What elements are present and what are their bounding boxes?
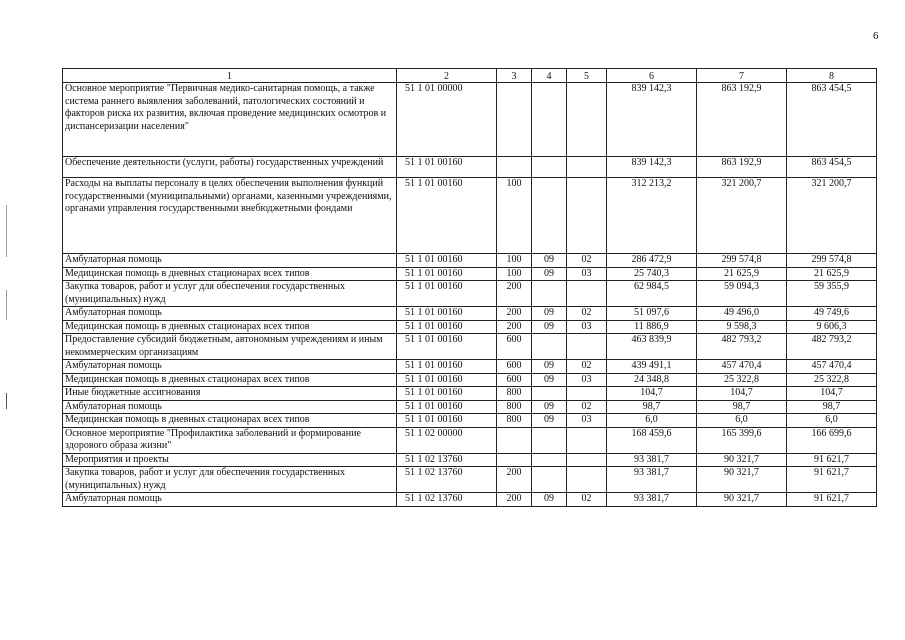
cell-amount-col7: 9 598,3 (697, 320, 787, 334)
cell-amount-col7: 90 321,7 (697, 467, 787, 493)
cell-name: Амбулаторная помощь (63, 400, 397, 414)
cell-expense-type: 800 (497, 414, 532, 428)
cell-amount-col7: 165 399,6 (697, 427, 787, 453)
cell-amount-col7: 59 094,3 (697, 281, 787, 307)
cell-section (532, 83, 567, 157)
cell-amount-col6: 25 740,3 (607, 267, 697, 281)
col-header-2: 2 (397, 69, 497, 83)
cell-section: 09 (532, 267, 567, 281)
cell-section: 09 (532, 254, 567, 268)
cell-section (532, 467, 567, 493)
cell-amount-col6: 286 472,9 (607, 254, 697, 268)
cell-subsection: 03 (567, 267, 607, 281)
cell-amount-col8: 482 793,2 (787, 334, 877, 360)
cell-target-code: 51 1 01 00160 (397, 157, 497, 178)
cell-subsection: 02 (567, 307, 607, 321)
cell-section (532, 427, 567, 453)
cell-section: 09 (532, 414, 567, 428)
cell-section (532, 387, 567, 401)
cell-amount-col6: 11 886,9 (607, 320, 697, 334)
page-number: 6 (873, 30, 879, 42)
cell-amount-col8: 166 699,6 (787, 427, 877, 453)
cell-expense-type: 200 (497, 493, 532, 507)
cell-section: 09 (532, 373, 567, 387)
cell-amount-col7: 321 200,7 (697, 178, 787, 254)
table-row (63, 281, 877, 307)
cell-section: 09 (532, 493, 567, 507)
cell-amount-col8: 299 574,8 (787, 254, 877, 268)
col-header-6: 6 (607, 69, 697, 83)
cell-subsection (567, 387, 607, 401)
cell-amount-col7: 6,0 (697, 414, 787, 428)
cell-name: Медицинская помощь в дневных стационарах всех типов (63, 320, 397, 334)
cell-subsection: 02 (567, 254, 607, 268)
cell-name: Обеспечение деятельности (услуги, работы) государственных учреждений (63, 157, 397, 178)
cell-subsection: 03 (567, 373, 607, 387)
cell-amount-col6: 312 213,2 (607, 178, 697, 254)
cell-subsection: 03 (567, 414, 607, 428)
cell-section (532, 334, 567, 360)
cell-target-code: 51 1 02 00000 (397, 427, 497, 453)
cell-target-code: 51 1 01 00160 (397, 178, 497, 254)
budget-table (62, 68, 877, 507)
cell-amount-col6: 6,0 (607, 414, 697, 428)
cell-expense-type: 100 (497, 178, 532, 254)
cell-target-code: 51 1 02 13760 (397, 493, 497, 507)
cell-subsection (567, 157, 607, 178)
table-row (63, 267, 877, 281)
cell-amount-col8: 321 200,7 (787, 178, 877, 254)
cell-expense-type: 200 (497, 281, 532, 307)
cell-amount-col6: 93 381,7 (607, 467, 697, 493)
cell-subsection: 03 (567, 320, 607, 334)
cell-amount-col6: 93 381,7 (607, 493, 697, 507)
cell-amount-col8: 457 470,4 (787, 360, 877, 374)
cell-expense-type: 600 (497, 373, 532, 387)
cell-expense-type (497, 83, 532, 157)
cell-amount-col7: 21 625,9 (697, 267, 787, 281)
cell-name: Основное мероприятие "Первичная медико-санитарная помощь, а также система раннего выявления заболеваний, патологических состояний и факторов риска их развития, включая проведение медицинских осмотров и диспансеризации населения" (63, 83, 397, 157)
cell-section (532, 157, 567, 178)
cell-subsection: 02 (567, 493, 607, 507)
table-row (63, 427, 877, 453)
cell-expense-type (497, 453, 532, 467)
cell-expense-type: 800 (497, 387, 532, 401)
cell-section (532, 281, 567, 307)
cell-name: Закупка товаров, работ и услуг для обеспечения государственных (муниципальных) нужд (63, 467, 397, 493)
cell-subsection: 02 (567, 400, 607, 414)
cell-name: Мероприятия и проекты (63, 453, 397, 467)
cell-amount-col7: 25 322,8 (697, 373, 787, 387)
cell-section: 09 (532, 307, 567, 321)
cell-amount-col8: 98,7 (787, 400, 877, 414)
table-body (63, 69, 877, 507)
cell-amount-col8: 21 625,9 (787, 267, 877, 281)
table-row (63, 414, 877, 428)
table-row (63, 373, 877, 387)
cell-amount-col8: 863 454,5 (787, 157, 877, 178)
cell-name: Амбулаторная помощь (63, 307, 397, 321)
scan-mark (6, 205, 7, 257)
table-row (63, 387, 877, 401)
cell-expense-type (497, 427, 532, 453)
cell-target-code: 51 1 01 00160 (397, 414, 497, 428)
cell-amount-col6: 463 839,9 (607, 334, 697, 360)
cell-subsection (567, 334, 607, 360)
cell-amount-col6: 839 142,3 (607, 157, 697, 178)
cell-target-code: 51 1 02 13760 (397, 467, 497, 493)
cell-target-code: 51 1 01 00160 (397, 267, 497, 281)
col-header-5: 5 (567, 69, 607, 83)
cell-name: Медицинская помощь в дневных стационарах всех типов (63, 267, 397, 281)
cell-subsection: 02 (567, 360, 607, 374)
table-row (63, 453, 877, 467)
cell-name: Амбулаторная помощь (63, 254, 397, 268)
cell-subsection (567, 281, 607, 307)
cell-amount-col8: 6,0 (787, 414, 877, 428)
table-row (63, 157, 877, 178)
cell-amount-col7: 482 793,2 (697, 334, 787, 360)
cell-expense-type: 100 (497, 267, 532, 281)
cell-target-code: 51 1 01 00160 (397, 360, 497, 374)
cell-expense-type: 200 (497, 467, 532, 493)
cell-amount-col8: 91 621,7 (787, 453, 877, 467)
cell-amount-col8: 91 621,7 (787, 467, 877, 493)
table-row (63, 400, 877, 414)
cell-name: Иные бюджетные ассигнования (63, 387, 397, 401)
cell-amount-col7: 49 496,0 (697, 307, 787, 321)
cell-amount-col7: 863 192,9 (697, 157, 787, 178)
col-header-4: 4 (532, 69, 567, 83)
cell-amount-col8: 25 322,8 (787, 373, 877, 387)
col-header-8: 8 (787, 69, 877, 83)
table-row (63, 334, 877, 360)
cell-amount-col7: 863 192,9 (697, 83, 787, 157)
cell-amount-col7: 90 321,7 (697, 453, 787, 467)
cell-target-code: 51 1 01 00000 (397, 83, 497, 157)
column-number-header (63, 69, 877, 83)
cell-amount-col6: 93 381,7 (607, 453, 697, 467)
cell-name: Амбулаторная помощь (63, 360, 397, 374)
cell-expense-type: 200 (497, 307, 532, 321)
cell-expense-type (497, 157, 532, 178)
cell-name: Закупка товаров, работ и услуг для обеспечения государственных (муниципальных) нужд (63, 281, 397, 307)
cell-amount-col7: 104,7 (697, 387, 787, 401)
cell-section (532, 178, 567, 254)
col-header-7: 7 (697, 69, 787, 83)
cell-amount-col6: 168 459,6 (607, 427, 697, 453)
cell-amount-col7: 98,7 (697, 400, 787, 414)
cell-amount-col8: 91 621,7 (787, 493, 877, 507)
cell-section (532, 453, 567, 467)
cell-amount-col6: 24 348,8 (607, 373, 697, 387)
cell-target-code: 51 1 02 13760 (397, 453, 497, 467)
cell-name: Расходы на выплаты персоналу в целях обеспечения выполнения функций государственными (муниципальными) органами, казенными учреждениями, органами управления государственными внебюджетными фондами (63, 178, 397, 254)
cell-amount-col8: 104,7 (787, 387, 877, 401)
cell-target-code: 51 1 01 00160 (397, 387, 497, 401)
cell-amount-col7: 299 574,8 (697, 254, 787, 268)
cell-subsection (567, 178, 607, 254)
cell-section: 09 (532, 400, 567, 414)
cell-name: Медицинская помощь в дневных стационарах всех типов (63, 414, 397, 428)
cell-section: 09 (532, 360, 567, 374)
table-row (63, 360, 877, 374)
table-row (63, 320, 877, 334)
cell-amount-col7: 457 470,4 (697, 360, 787, 374)
cell-expense-type: 200 (497, 320, 532, 334)
cell-target-code: 51 1 01 00160 (397, 281, 497, 307)
cell-subsection (567, 83, 607, 157)
cell-target-code: 51 1 01 00160 (397, 307, 497, 321)
cell-amount-col7: 90 321,7 (697, 493, 787, 507)
table-row (63, 178, 877, 254)
scan-mark (6, 290, 7, 320)
cell-amount-col8: 863 454,5 (787, 83, 877, 157)
cell-target-code: 51 1 01 00160 (397, 334, 497, 360)
cell-name: Амбулаторная помощь (63, 493, 397, 507)
cell-amount-col6: 62 984,5 (607, 281, 697, 307)
cell-target-code: 51 1 01 00160 (397, 254, 497, 268)
cell-target-code: 51 1 01 00160 (397, 373, 497, 387)
table-row (63, 467, 877, 493)
table-row (63, 254, 877, 268)
table-row (63, 83, 877, 157)
cell-amount-col6: 98,7 (607, 400, 697, 414)
cell-expense-type: 600 (497, 360, 532, 374)
cell-subsection (567, 467, 607, 493)
cell-section: 09 (532, 320, 567, 334)
cell-target-code: 51 1 01 00160 (397, 400, 497, 414)
table-row (63, 307, 877, 321)
scan-mark (6, 393, 7, 409)
cell-expense-type: 100 (497, 254, 532, 268)
cell-amount-col8: 59 355,9 (787, 281, 877, 307)
cell-name: Предоставление субсидий бюджетным, автономным учреждениям и иным некоммерческим организациям (63, 334, 397, 360)
cell-expense-type: 600 (497, 334, 532, 360)
cell-amount-col6: 51 097,6 (607, 307, 697, 321)
cell-expense-type: 800 (497, 400, 532, 414)
table-row (63, 493, 877, 507)
cell-subsection (567, 453, 607, 467)
cell-amount-col8: 49 749,6 (787, 307, 877, 321)
cell-amount-col6: 439 491,1 (607, 360, 697, 374)
cell-amount-col6: 839 142,3 (607, 83, 697, 157)
cell-name: Медицинская помощь в дневных стационарах всех типов (63, 373, 397, 387)
col-header-1: 1 (63, 69, 397, 83)
cell-name: Основное мероприятие "Профилактика заболеваний и формирование здорового образа жизни" (63, 427, 397, 453)
cell-subsection (567, 427, 607, 453)
cell-amount-col6: 104,7 (607, 387, 697, 401)
col-header-3: 3 (497, 69, 532, 83)
cell-amount-col8: 9 606,3 (787, 320, 877, 334)
cell-target-code: 51 1 01 00160 (397, 320, 497, 334)
